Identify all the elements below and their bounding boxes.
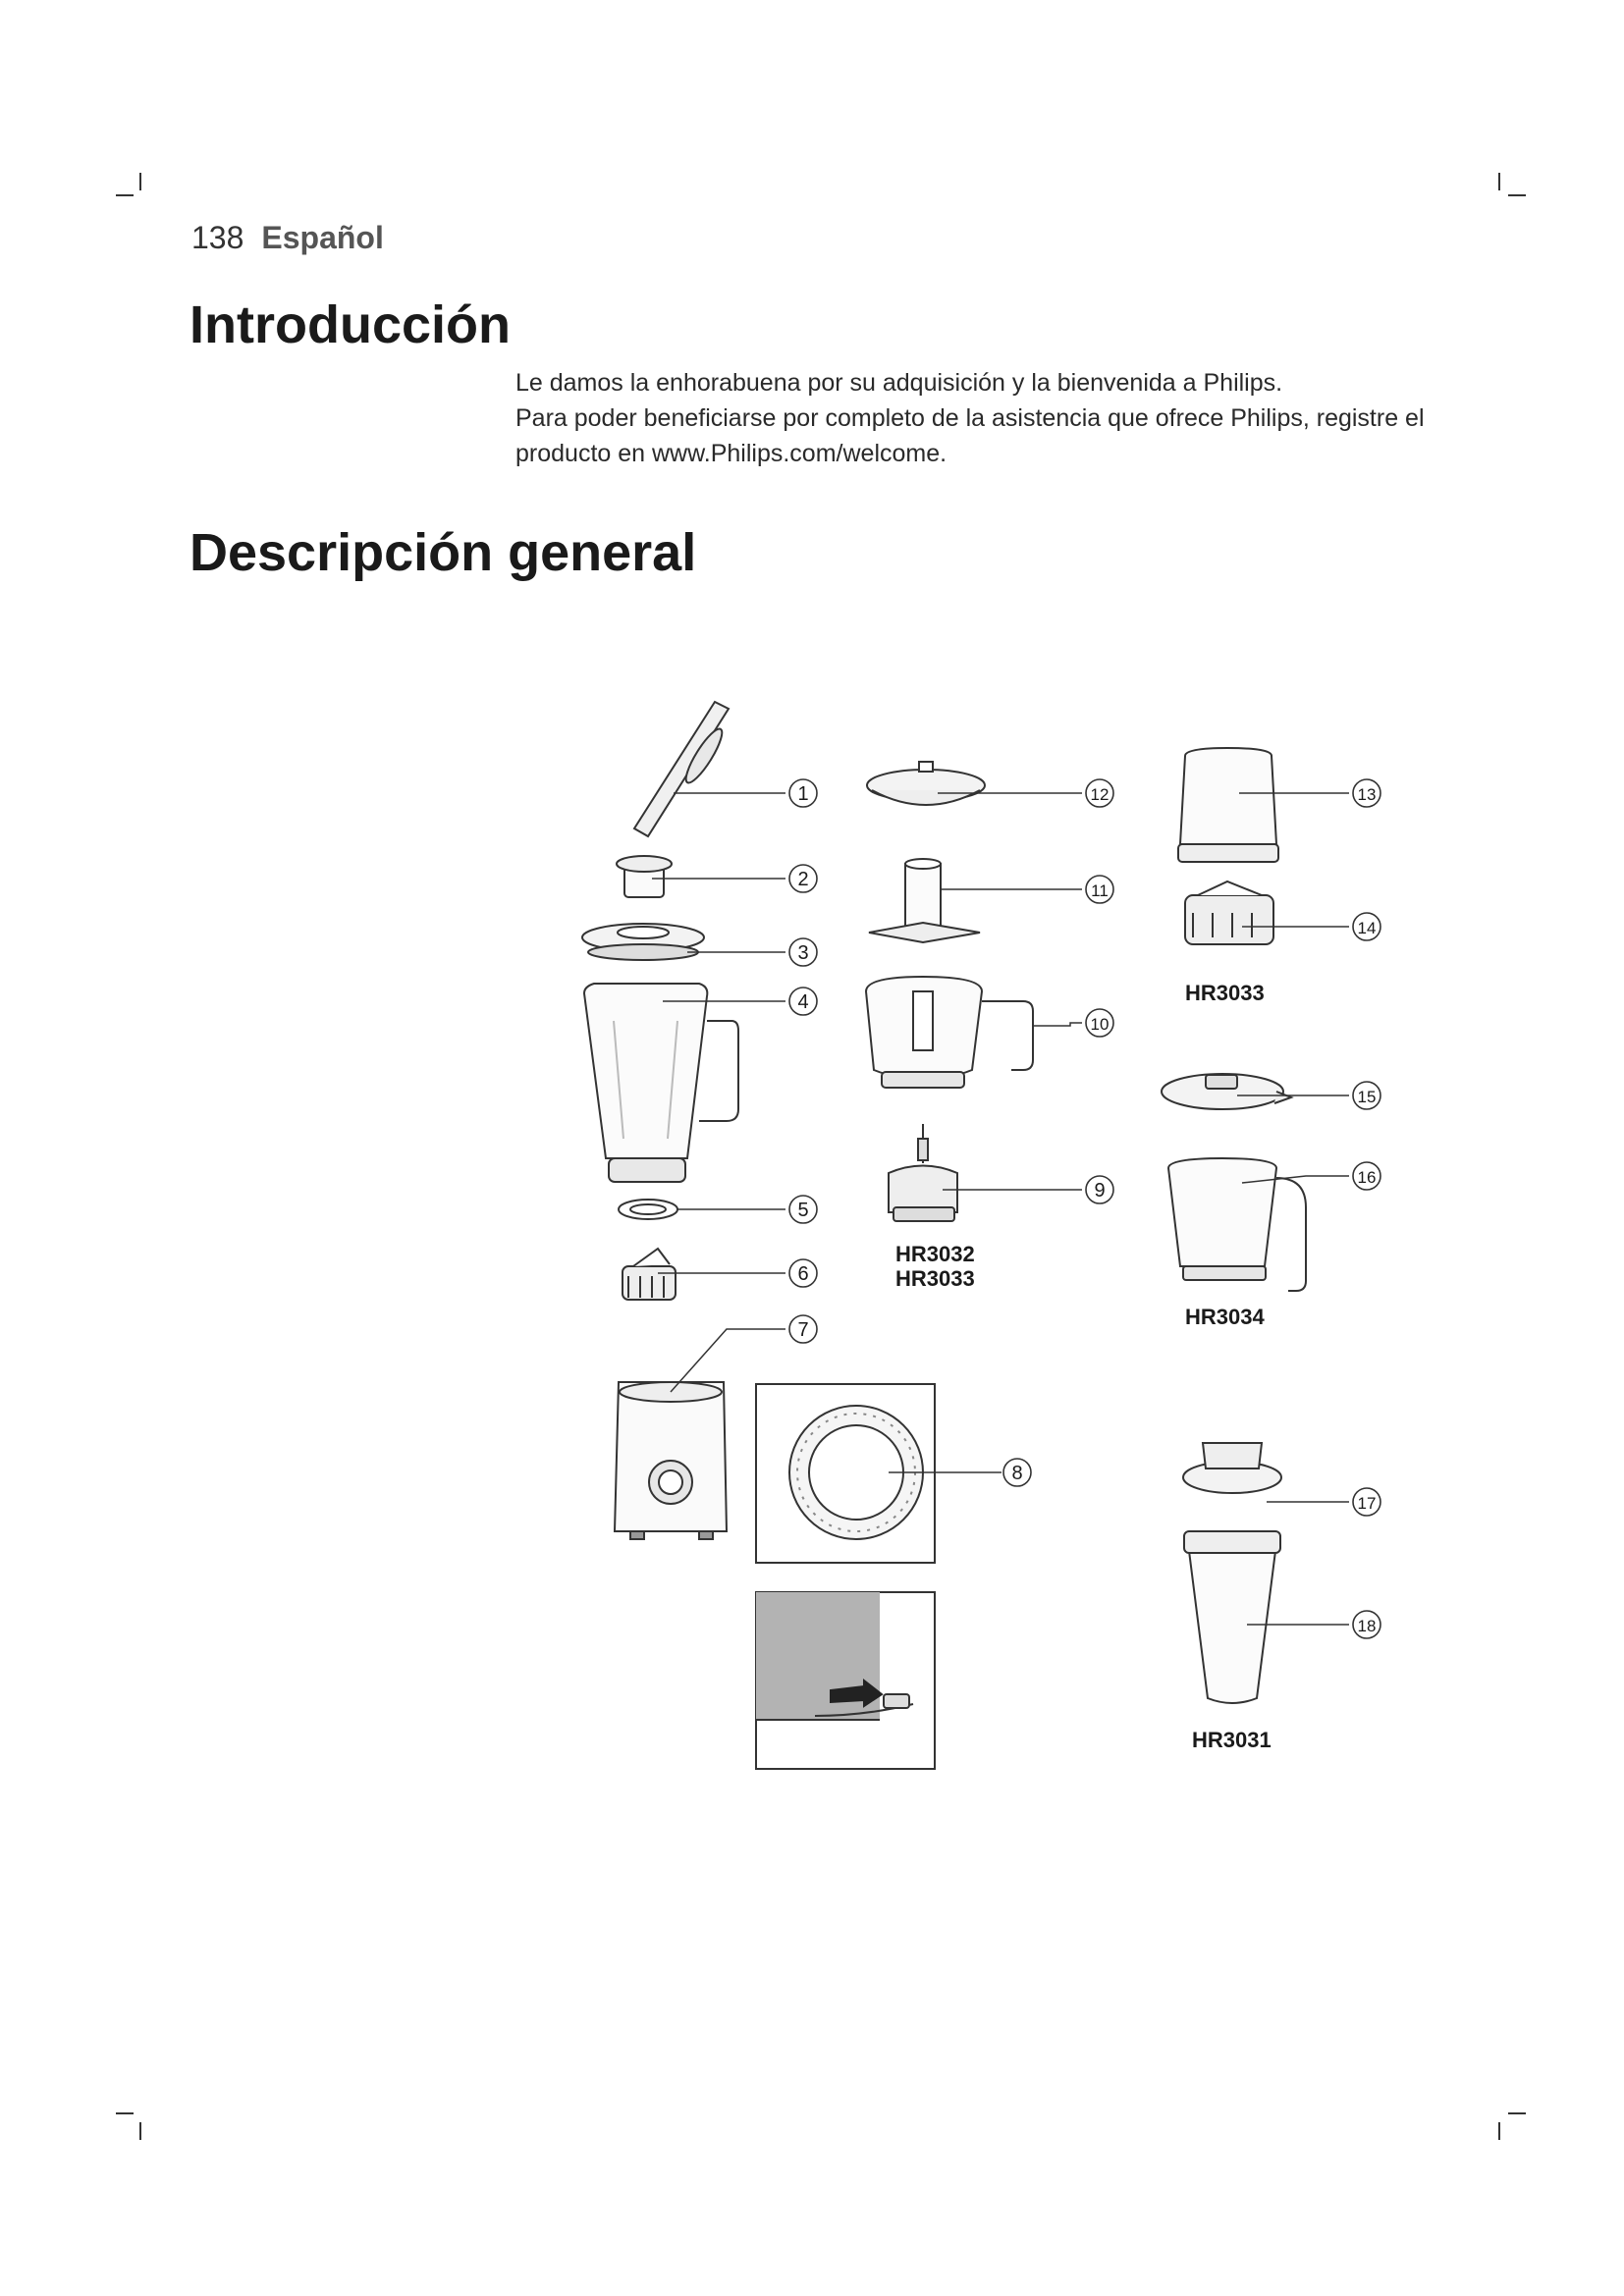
motor-unit-illustration [615,1382,727,1539]
callout-label-10: 10 [1090,1015,1110,1034]
callout-label-5: 5 [797,1200,809,1221]
blender-lid-illustration [582,924,704,960]
page-number: 138 [191,220,244,255]
tamper-illustration [634,702,729,836]
section-language: Español [261,220,384,255]
control-knob-detail [756,1384,935,1563]
travel-bottle-illustration [1184,1531,1280,1703]
callout-label-1: 1 [797,783,809,805]
callout-label-3: 3 [797,942,809,964]
callout-label-4: 4 [797,991,809,1013]
intro-heading: Introducción [189,295,511,354]
sealing-ring-illustration [619,1200,677,1219]
callout-label-13: 13 [1357,785,1377,804]
model-label-hr3034: HR3034 [1185,1305,1265,1329]
callout-label-8: 8 [1011,1463,1023,1484]
model-label-hr3031: HR3031 [1192,1728,1272,1752]
model-label-hr3033-chopper: HR3033 [895,1266,975,1291]
measuring-cup-illustration [617,856,672,897]
intro-line-1: Le damos la enhorabuena por su adquisición y la bienvenida a Philips. [515,369,1283,397]
overview-heading: Descripción general [189,523,697,582]
model-label-hr3033-mill: HR3033 [1185,981,1265,1005]
blender-jar-illustration [584,984,738,1182]
callout-label-14: 14 [1357,919,1377,937]
callout-label-15: 15 [1357,1088,1377,1106]
callout-label-11: 11 [1091,881,1109,900]
chopper-bowl-illustration [866,977,1033,1088]
callout-label-12: 12 [1090,785,1110,804]
chopper-lid-illustration [867,762,985,805]
callout-label-17: 17 [1357,1494,1377,1513]
callout-label-2: 2 [797,869,809,890]
travel-lid-illustration [1183,1443,1281,1493]
callout-label-18: 18 [1357,1617,1377,1635]
callout-label-9: 9 [1094,1180,1106,1201]
model-label-hr3032: HR3032 [895,1242,975,1266]
cord-storage-detail [756,1592,935,1769]
callout-label-7: 7 [797,1319,809,1341]
mill-jar-illustration [1178,748,1278,862]
grinding-blade-illustration [1185,881,1273,944]
callout-label-16: 16 [1357,1168,1377,1187]
jug-lid-illustration [1162,1074,1291,1109]
chopper-blade-illustration [869,859,980,942]
chopper-coupling-illustration [889,1124,957,1221]
intro-line-2: Para poder beneficiarse por completo de la asistencia que ofrece Philips, registre el producto en www.Philips.com/welcome. [515,404,1425,467]
callout-label-6: 6 [797,1263,809,1285]
blade-unit-illustration [623,1249,676,1300]
